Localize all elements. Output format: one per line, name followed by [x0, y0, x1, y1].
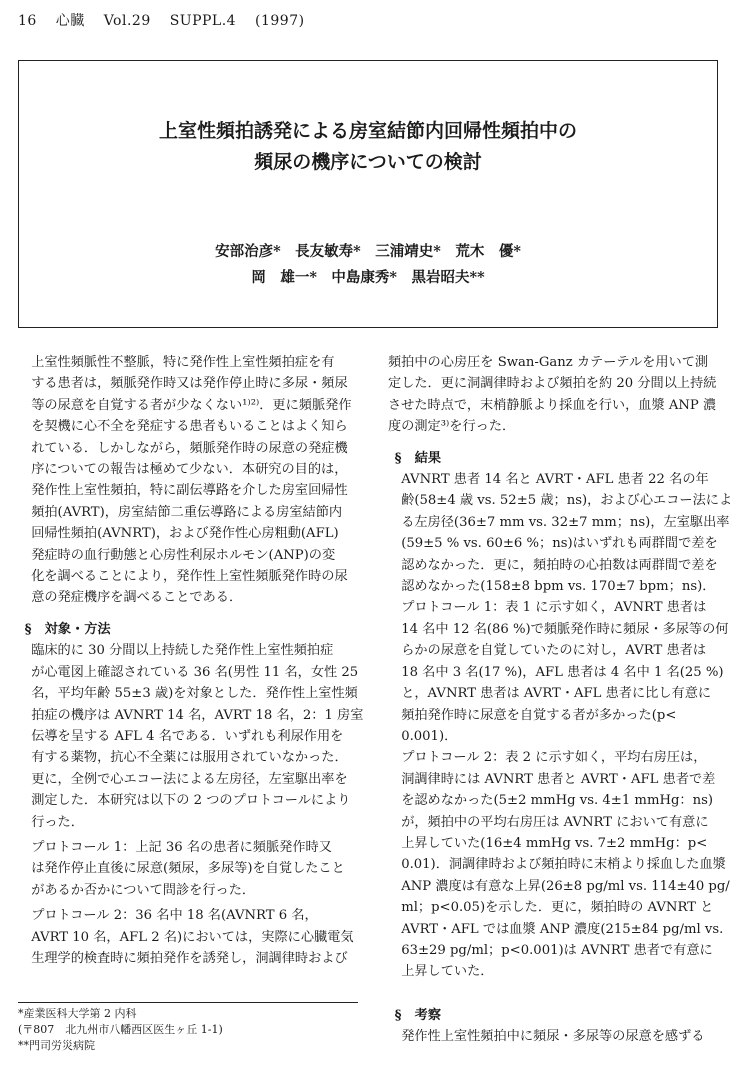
text-line: と，AVNRT 患者は AVRT・AFL 患者に比し有意に	[401, 686, 712, 702]
authors-line: 岡 雄一* 中島康秀* 黒岩昭夫**	[251, 269, 485, 286]
text-line: 回帰性頻拍(AVNRT)，および発作性心房粗動(AFL)	[31, 526, 339, 542]
footnote-rule	[18, 1002, 358, 1003]
text-line: プロトコール 1：表 1 に示す如く，AVNRT 患者は	[401, 600, 707, 616]
text-line: 行った．	[31, 814, 84, 830]
text-line: 化を調べることにより，発作性上室性頻脈発作時の尿	[31, 569, 348, 585]
continued-paragraph	[388, 352, 728, 438]
text-line: らかの尿意を自覚していたのに対し，AVRT 患者は	[401, 643, 707, 659]
left-column	[18, 352, 364, 969]
text-line: 臨床的に 30 分間以上持続した発作性上室性頻拍症	[31, 643, 334, 659]
text-line: れている．しかしながら，頻脈発作時の尿意の発症機	[31, 440, 348, 456]
text-line: 生理学的検査時に頻拍発作を誘発し，洞調律時および	[31, 950, 348, 966]
running-header	[18, 10, 319, 30]
text-line: 上室性頻脈性不整脈，特に発作性上室性頻拍症を有	[31, 355, 335, 370]
title-box	[18, 60, 718, 328]
text-line: 測定した．本研究は以下の 2 つのプロトコールにより	[31, 793, 351, 809]
text-line: 名，平均年齢 55±3 歳)を対象とした．発作性上室性頻	[31, 686, 358, 702]
title-line: 上室性頻拍誘発による房室結節内回帰性頻拍中の	[158, 120, 577, 142]
text-line: 齢(58±4 歳 vs. 52±5 歳；ns)，および心エコー法によ	[401, 493, 733, 509]
text-line: する患者は，頻脈発作時又は発作停止時に多尿・頻尿	[31, 376, 348, 392]
text-line: (59±5 % vs. 60±6 %；ns)はいずれも両群間で差を	[401, 536, 718, 552]
text-line: 序についての報告は極めて少ない．本研究の目的は，	[31, 462, 348, 478]
text-line: が心電図上確認されている 36 名(男性 11 名，女性 25	[31, 664, 359, 680]
results-protocol1-paragraph	[388, 597, 728, 747]
text-line: 14 名中 12 名(86 %)で頻脈発作時に頻尿・多尿等の何	[401, 621, 729, 637]
text-line: 洞調律時には AVNRT 患者と AVRT・AFL 患者で差	[401, 771, 716, 787]
results-paragraph	[388, 469, 733, 597]
text-line: ANP 濃度は有意な上昇(26±8 pg/ml vs. 114±40 pg/	[401, 878, 730, 894]
results-protocol2-paragraph	[388, 747, 728, 982]
page-number: 16	[18, 13, 37, 29]
title-line: 頻尿の機序についての検討	[254, 151, 482, 173]
footnote	[18, 1002, 358, 1054]
text-line: 発症時の血行動態と心房性利尿ホルモン(ANP)の変	[31, 547, 336, 563]
section-heading-results: § 結果	[394, 450, 442, 466]
text-line: 発作性上室性頻拍，特に副伝導路を介した房室回帰性	[31, 483, 348, 499]
affiliation-2: **門司労災病院	[18, 1039, 95, 1052]
text-line: させた時点で，末梢静脈より採血を行い，血漿 ANP 濃	[388, 397, 717, 413]
text-line: 認めなかった(158±8 bpm vs. 170±7 bpm；ns)．	[401, 579, 716, 595]
text-line: 伝導を呈する AFL 4 名である．いずれも利尿作用を	[31, 728, 344, 744]
text-line: 定した．更に洞調律時および頻拍を約 20 分間以上持続	[388, 376, 717, 392]
text-line: 63±29 pg/ml；p<0.001)は AVNRT 患者で有意に	[401, 942, 713, 958]
journal-name: 心臓	[55, 13, 85, 29]
text-line: は発作停止直後に尿意(頻尿，多尿等)を自覚したこと	[31, 861, 345, 877]
text-line: 等の尿意を自覚する者が少なくない¹⁾²⁾．更に頻脈発作	[31, 397, 352, 413]
supplement: SUPPL.4	[169, 13, 237, 29]
text-line: 意の発症機序を調べることである．	[31, 590, 243, 606]
text-line: プロトコール 2：36 名中 18 名(AVNRT 6 名，	[31, 908, 318, 924]
section-heading-discussion: § 考察	[394, 1007, 442, 1023]
text-line: 度の測定³⁾を行った．	[388, 419, 516, 435]
authors-line: 安部治彦* 長友敏寿* 三浦靖史* 荒木 優*	[215, 243, 521, 260]
text-line: 有する薬物，抗心不全薬には服用されていなかった．	[31, 750, 348, 766]
text-line: 0.01)．洞調律時および頻拍時に末梢より採血した血漿	[401, 857, 726, 873]
text-line: る左房径(36±7 mm vs. 32±7 mm；ns)，左室駆出率	[401, 514, 730, 530]
text-line: プロトコール 2：表 2 に示す如く，平均右房圧は，	[401, 750, 707, 766]
text-line: 頻拍発作時に尿意を自覚する者が多かった(p<	[401, 707, 677, 723]
text-line: があるか否かについて問診を行った．	[31, 882, 256, 898]
article-title	[19, 116, 717, 178]
year: (1997)	[255, 13, 305, 29]
text-line: 更に，全例で心エコー法による左房径，左室駆出率を	[31, 771, 348, 787]
text-line: AVRT・AFL では血漿 ANP 濃度(215±84 pg/ml vs.	[401, 921, 724, 937]
text-line: 拍症の機序は AVNRT 14 名，AVRT 18 名，2：1 房室	[31, 707, 364, 723]
text-line: を認めなかった(5±2 mmHg vs. 4±1 mmHg：ns)	[401, 793, 713, 809]
text-line: 頻拍(AVRT)，房室結節二重伝導路による房室結節内	[31, 504, 343, 520]
text-line: 頻拍中の心房圧を Swan-Ganz カテーテルを用いて測	[388, 355, 709, 370]
volume: Vol.29	[103, 13, 151, 29]
section-heading-methods: § 対象・方法	[24, 621, 111, 637]
protocol1-paragraph	[18, 837, 360, 901]
text-line: 発作性上室性頻拍中に頻尿・多尿等の尿意を感ずる	[401, 1029, 705, 1045]
text-line: 上昇していた(16±4 mmHg vs. 7±2 mmHg：p<	[401, 835, 708, 851]
text-line: 上昇していた．	[401, 964, 494, 980]
text-line: AVNRT 患者 14 名と AVRT・AFL 患者 22 名の年	[401, 472, 709, 488]
text-line: 0.001)．	[401, 728, 458, 744]
text-line: 認めなかった．更に，頻拍時の心拍数は両群間で差を	[401, 557, 718, 573]
protocol2-paragraph	[18, 905, 360, 969]
intro-paragraph	[18, 352, 360, 609]
text-line: AVRT 10 名，AFL 2 名)においては，実際に心臓電気	[31, 929, 354, 945]
methods-paragraph	[18, 640, 364, 833]
text-line: を契機に心不全を発症する患者もいることはよく知ら	[31, 419, 348, 435]
text-line: が，頻拍中の平均右房圧は AVNRT において有意に	[401, 814, 709, 830]
discussion-paragraph	[388, 1026, 728, 1047]
right-column	[388, 352, 733, 1048]
affiliation-address: (〒807 北九州市八幡西区医生ヶ丘 1-1)	[18, 1023, 223, 1036]
text-line: プロトコール 1：上記 36 名の患者に頻脈発作時又	[31, 839, 332, 855]
text-line: ml；p<0.05)を示した．更に，頻拍時の AVNRT と	[401, 900, 714, 916]
author-list	[19, 239, 717, 291]
affiliation-1: *産業医科大学第 2 内科	[18, 1007, 137, 1020]
text-line: 18 名中 3 名(17 %)，AFL 患者は 4 名中 1 名(25 %)	[401, 664, 724, 680]
